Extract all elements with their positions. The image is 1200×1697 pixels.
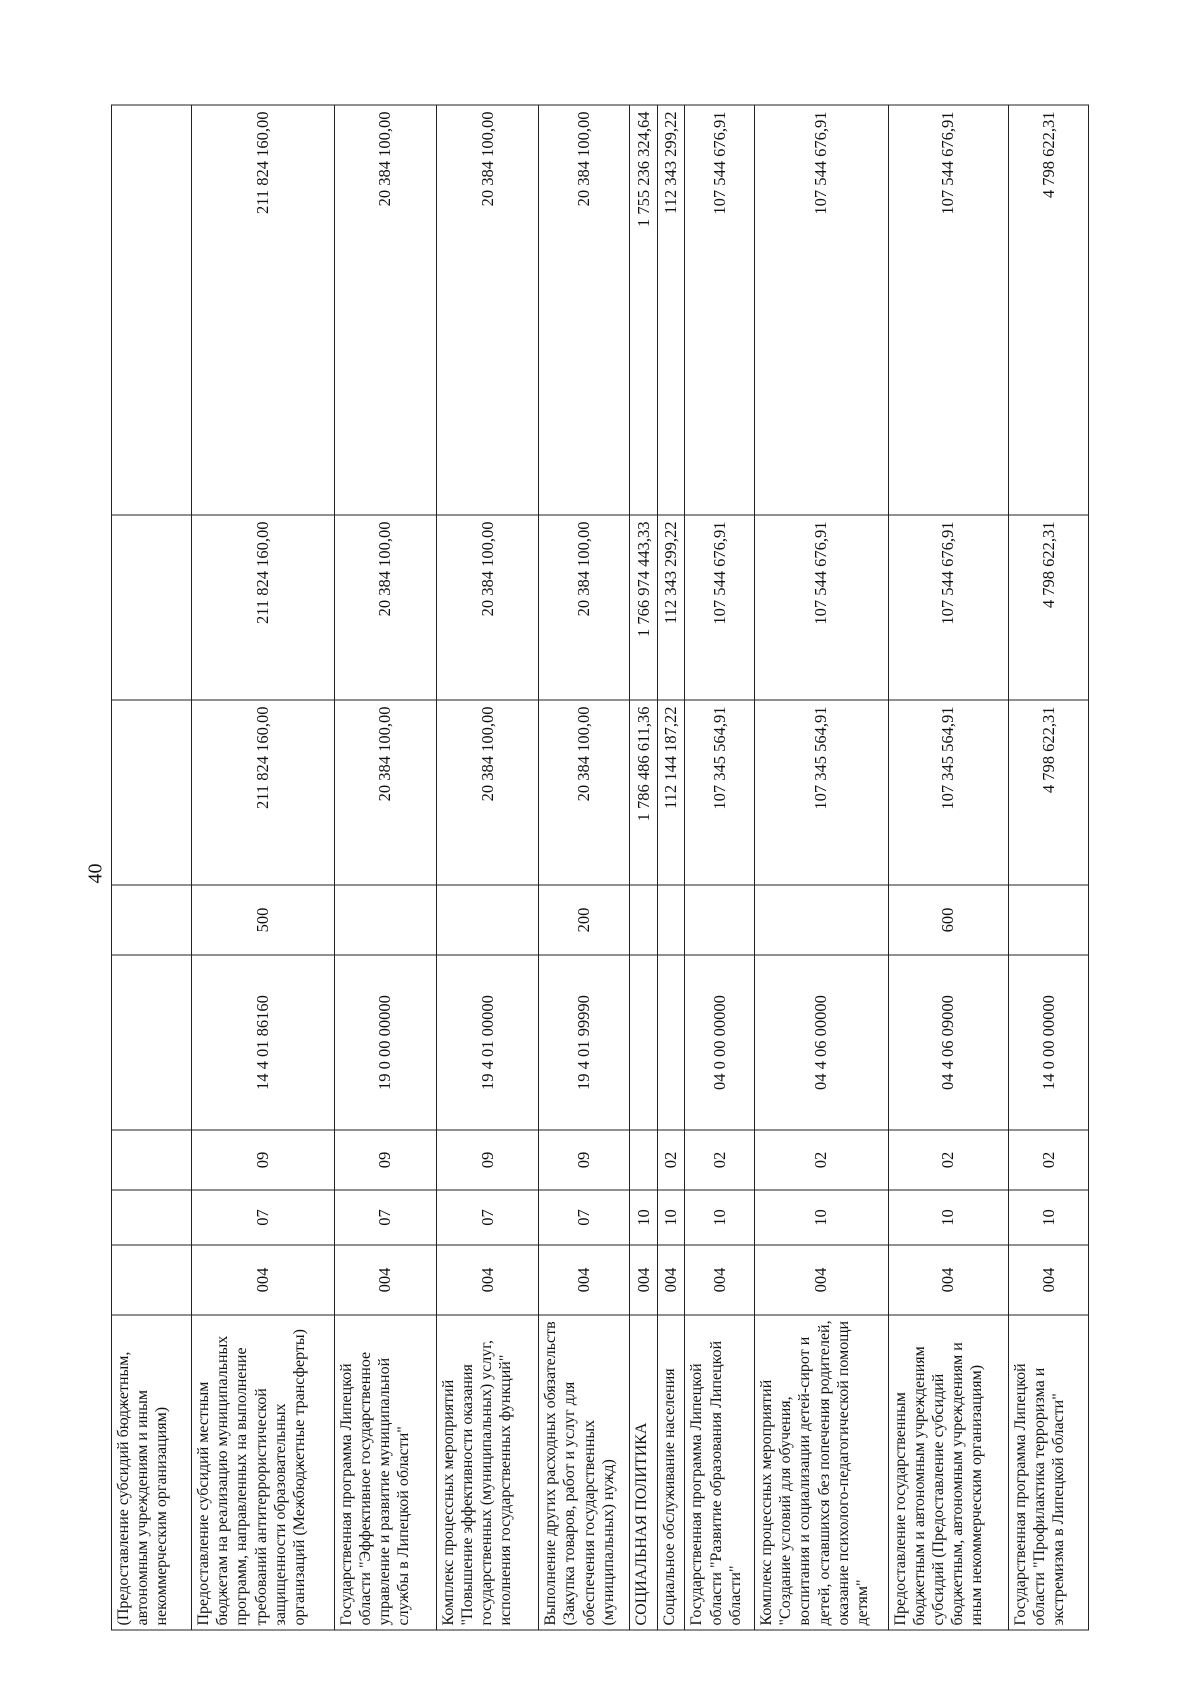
row-name-cell: Предоставление государственным бюджетным и автономным учреждениям субсидий (Предоставление субсидий бюджетным, автономным учреждениям и иным некоммерческим организациям)	[888, 1315, 1008, 1630]
amount-year2-cell: 20 384 100,00	[436, 515, 538, 700]
expense-type-cell: 600	[888, 885, 1008, 955]
section-cell: 07	[436, 1190, 538, 1245]
amount-year1-cell: 107 345 564,91	[888, 700, 1008, 885]
ministry-code-cell: 004	[685, 1245, 755, 1315]
ministry-code-cell: 004	[657, 1245, 685, 1315]
amount-year1-cell: 1 786 486 611,36	[630, 700, 658, 885]
expense-type-cell	[334, 885, 436, 955]
expense-type-cell	[685, 885, 755, 955]
amount-year1-cell: 107 345 564,91	[754, 700, 888, 885]
row-name-cell: Социальное обслуживание населения	[657, 1315, 685, 1630]
expense-type-cell	[754, 885, 888, 955]
target-article-cell: 04 4 06 00000	[754, 955, 888, 1130]
page-number: 40	[84, 863, 107, 884]
table-row	[436, 105, 538, 1630]
row-name-cell: Государственная программа Липецкой области "Развитие образования Липецкой области"	[685, 1315, 755, 1630]
amount-year3-cell: 107 544 676,91	[888, 105, 1008, 515]
row-name-cell: СОЦИАЛЬНАЯ ПОЛИТИКА	[630, 1315, 658, 1630]
subsection-cell: 02	[754, 1130, 888, 1190]
amount-year2-cell: 4 798 622,31	[1008, 515, 1088, 700]
target-article-cell: 04 4 06 09000	[888, 955, 1008, 1130]
budget-table-rotated	[111, 106, 1089, 1631]
amount-year2-cell: 1 766 974 443,33	[630, 515, 658, 700]
target-article-cell: 19 4 01 99990	[539, 955, 630, 1130]
subsection-cell	[630, 1130, 658, 1190]
table-row	[539, 105, 630, 1630]
section-cell: 07	[334, 1190, 436, 1245]
expense-type-cell: 500	[192, 885, 334, 955]
expense-type-cell	[436, 885, 538, 955]
subsection-cell: 02	[888, 1130, 1008, 1190]
target-article-cell: 19 4 01 00000	[436, 955, 538, 1130]
ministry-code-cell: 004	[888, 1245, 1008, 1315]
row-name-cell: Государственная программа Липецкой области "Эффективное государственное управление и развитие муниципальной службы в Липецкой области"	[334, 1315, 436, 1630]
table-row	[754, 105, 888, 1630]
amount-year2-cell	[112, 515, 192, 700]
row-name-cell: (Предоставление субсидий бюджетным, автономным учреждениям и иным некоммерческим организациям)	[112, 1315, 192, 1630]
amount-year1-cell: 112 144 187,22	[657, 700, 685, 885]
amount-year3-cell: 1 755 236 324,64	[630, 105, 658, 515]
subsection-cell: 09	[192, 1130, 334, 1190]
amount-year2-cell: 112 343 299,22	[657, 515, 685, 700]
target-article-cell	[657, 955, 685, 1130]
amount-year3-cell: 20 384 100,00	[334, 105, 436, 515]
target-article-cell: 04 0 00 00000	[685, 955, 755, 1130]
amount-year1-cell: 4 798 622,31	[1008, 700, 1088, 885]
amount-year2-cell: 20 384 100,00	[334, 515, 436, 700]
amount-year2-cell: 107 544 676,91	[888, 515, 1008, 700]
amount-year3-cell: 20 384 100,00	[539, 105, 630, 515]
expense-type-cell: 200	[539, 885, 630, 955]
expense-type-cell	[112, 885, 192, 955]
row-name-cell: Комплекс процессных мероприятий "Повышение эффективности оказания государственных (муниципальных) услуг, исполнения государственных функций"	[436, 1315, 538, 1630]
target-article-cell: 19 0 00 00000	[334, 955, 436, 1130]
amount-year1-cell: 20 384 100,00	[334, 700, 436, 885]
subsection-cell: 02	[1008, 1130, 1088, 1190]
amount-year2-cell: 107 544 676,91	[685, 515, 755, 700]
row-name-cell: Государственная программа Липецкой области "Профилактика терроризма и экстремизма в Липецкой области"	[1008, 1315, 1088, 1630]
row-name-cell: Предоставление субсидий местным бюджетам на реализацию муниципальных программ, направленных на выполнение требований антитеррористической защищенности образовательных организаций (Межбюджетные трансферты)	[192, 1315, 334, 1630]
amount-year3-cell: 4 798 622,31	[1008, 105, 1088, 515]
section-cell: 07	[539, 1190, 630, 1245]
amount-year3-cell: 20 384 100,00	[436, 105, 538, 515]
amount-year3-cell: 211 824 160,00	[192, 105, 334, 515]
ministry-code-cell: 004	[754, 1245, 888, 1315]
amount-year3-cell: 107 544 676,91	[685, 105, 755, 515]
amount-year2-cell: 211 824 160,00	[192, 515, 334, 700]
table-row	[657, 105, 685, 1630]
expense-type-cell	[1008, 885, 1088, 955]
ministry-code-cell	[112, 1245, 192, 1315]
section-cell: 10	[685, 1190, 755, 1245]
budget-table	[111, 105, 1089, 1631]
table-row	[1008, 105, 1088, 1630]
section-cell: 10	[1008, 1190, 1088, 1245]
amount-year3-cell	[112, 105, 192, 515]
amount-year2-cell: 107 544 676,91	[754, 515, 888, 700]
target-article-cell	[112, 955, 192, 1130]
subsection-cell: 09	[436, 1130, 538, 1190]
subsection-cell	[112, 1130, 192, 1190]
ministry-code-cell: 004	[630, 1245, 658, 1315]
subsection-cell: 09	[539, 1130, 630, 1190]
section-cell: 07	[192, 1190, 334, 1245]
section-cell	[112, 1190, 192, 1245]
amount-year1-cell: 107 345 564,91	[685, 700, 755, 885]
amount-year3-cell: 112 343 299,22	[657, 105, 685, 515]
table-row	[888, 105, 1008, 1630]
row-name-cell: Выполнение других расходных обязательств (Закупка товаров, работ и услуг для обеспечения государственных (муниципальных) нужд)	[539, 1315, 630, 1630]
ministry-code-cell: 004	[334, 1245, 436, 1315]
amount-year3-cell: 107 544 676,91	[754, 105, 888, 515]
table-row	[192, 105, 334, 1630]
amount-year1-cell: 20 384 100,00	[436, 700, 538, 885]
table-row	[685, 105, 755, 1630]
subsection-cell: 02	[657, 1130, 685, 1190]
ministry-code-cell: 004	[1008, 1245, 1088, 1315]
amount-year2-cell: 20 384 100,00	[539, 515, 630, 700]
ministry-code-cell: 004	[436, 1245, 538, 1315]
ministry-code-cell: 004	[192, 1245, 334, 1315]
amount-year1-cell: 211 824 160,00	[192, 700, 334, 885]
target-article-cell: 14 0 00 00000	[1008, 955, 1088, 1130]
table-row	[334, 105, 436, 1630]
section-cell: 10	[888, 1190, 1008, 1245]
table-row	[630, 105, 658, 1630]
subsection-cell: 02	[685, 1130, 755, 1190]
target-article-cell: 14 4 01 86160	[192, 955, 334, 1130]
section-cell: 10	[630, 1190, 658, 1245]
amount-year1-cell	[112, 700, 192, 885]
section-cell: 10	[657, 1190, 685, 1245]
section-cell: 10	[754, 1190, 888, 1245]
expense-type-cell	[630, 885, 658, 955]
amount-year1-cell: 20 384 100,00	[539, 700, 630, 885]
subsection-cell: 09	[334, 1130, 436, 1190]
target-article-cell	[630, 955, 658, 1130]
table-row	[112, 105, 192, 1630]
expense-type-cell	[657, 885, 685, 955]
row-name-cell: Комплекс процессных мероприятий "Создание условий для обучения, воспитания и социализации детей-сирот и детей, оставшихся без попечения родителей, оказание психолого-педагогической помощи детям"	[754, 1315, 888, 1630]
ministry-code-cell: 004	[539, 1245, 630, 1315]
